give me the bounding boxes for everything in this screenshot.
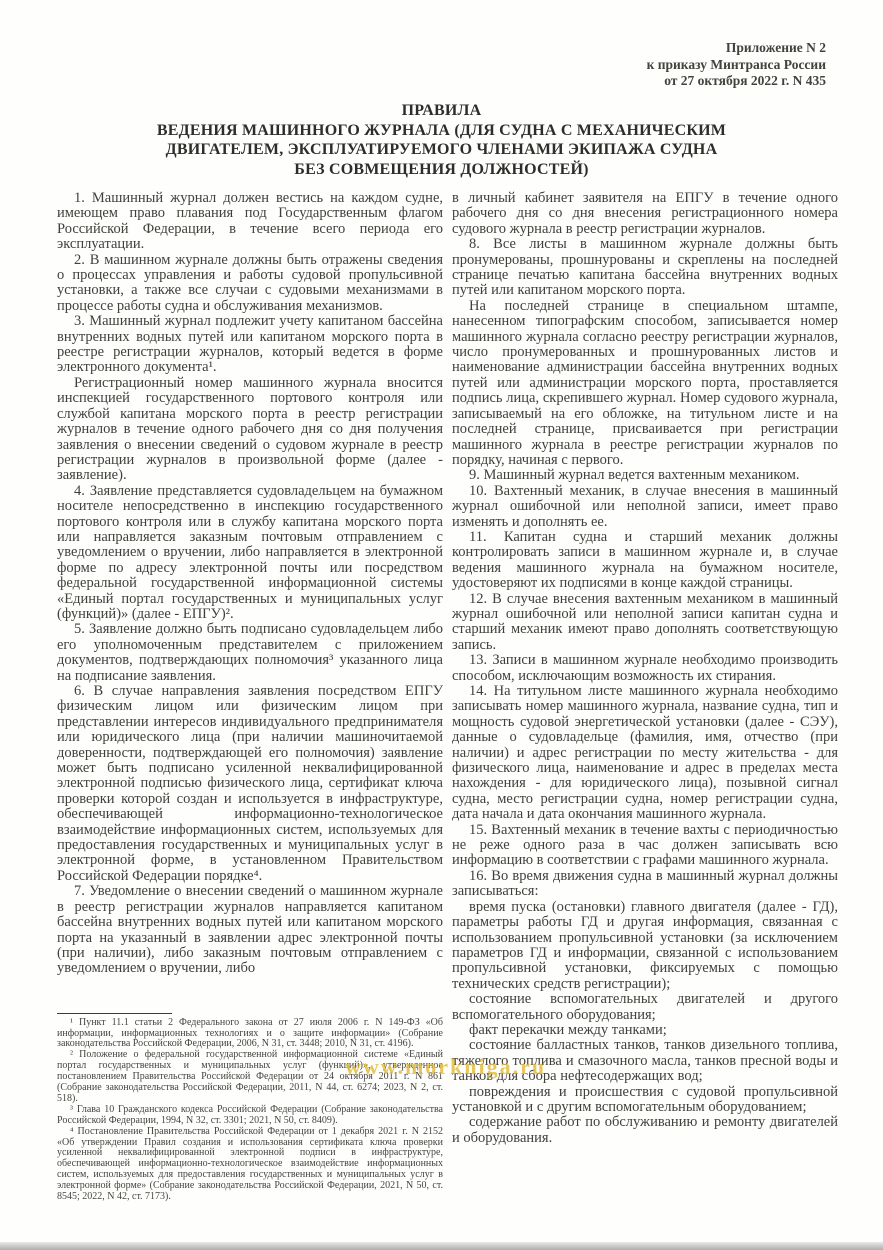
- paragraph-15: 15. Вахтенный механик в течение вахты с периодичностью не реже одного раза в час должен записывать всю информацию в соответствии с графами машинного журнала.: [452, 821, 838, 869]
- paragraph-14: 14. На титульном листе машинного журнала необходимо записывать номер машинного журнала, название судна, тип и мощность судовой энергетической установки (далее - СЭУ), данные о судовладельце (фамилия, имя, отчество (при наличии) и адрес регистрации по месту жительства - для физического лица, наименование и адрес в пределах места нахождения - для юридического лица), позывной сигнал судна, место регистрации судна, номер регистрации судна, дата начала и дата окончания машинного журнала.: [452, 683, 838, 823]
- document-title: [0, 101, 883, 179]
- paragraph-8-continued: На последней странице в специальном штампе, нанесенном типографским способом, записывается номер машинного журнала согласно реестру регистрации журналов, число пронумерованных и прошнурованных листов и наименование администрации бассейна внутренних водных путей или администрации морского порта, проставляется подпись лица, скрепившего журнал. Номер судового журнала, записываемый на его обложке, на титульном листе и на последней странице, присваивается при регистрации машинного журнала в реестре регистрации журналов по порядку, начиная с первого.: [452, 297, 838, 468]
- paragraph-5: 5. Заявление должно быть подписано судовладельцем либо его уполномоченным представителем с приложением документов, подтверждающих полномочия³ указанного лица на подписание заявления.: [57, 621, 443, 684]
- paragraph-16-item-4: состояние балластных танков, танков дизельного топлива, тяжелого топлива и смазочного масла, танков пресной воды и танков для сбора нефтесодержащих вод;: [452, 1037, 838, 1085]
- paragraph-7: 7. Уведомление о внесении сведений о машинном журнале в реестр регистрации журналов направляется капитаном бассейна внутренних водных путей или капитаном морского порта на указанный в заявлении адрес электронной почты (при наличии), либо заказным почтовым отправлением с уведомлением о вручении, либо: [57, 883, 443, 977]
- footnote-separator-rule: [57, 1013, 172, 1014]
- order-date-line: от 27 октября 2022 г. N 435: [664, 73, 826, 88]
- morkniga-watermark: www.morkniga.ru: [345, 1054, 547, 1079]
- paragraph-16-item-6: содержание работ по обслуживанию и ремонту двигателей и оборудования.: [452, 1114, 838, 1146]
- title-line: ПРАВИЛА: [401, 102, 482, 119]
- paragraph-2: 2. В машинном журнале должны быть отражены сведения о процессах управления и работы судовой пропульсивной установки, а также все случаи с судовыми механизмами в процессе работы судна и обслуживания механизмов.: [57, 251, 443, 314]
- paragraph-6: 6. В случае направления заявления посредством ЕПГУ физическим лицом или физическим лицом при представлении интересов индивидуального предпринимателя или юридического лица (при наличии машиночитаемой доверенности, подтверждающей его полномочия) заявление может быть подписано усиленной неквалифицированной электронной подписью физического лица, сертификат ключа проверки которой создан и используется в инфраструктуре, обеспечивающей информационно-технологическое взаимодействие информационных систем, используемых для предоставления государственных и муниципальных услуг в электронной форме, в установленном Правительством Российской Федерации порядке⁴.: [57, 683, 443, 884]
- order-line: к приказу Минтранса России: [646, 56, 826, 72]
- paragraph-16-item-1: время пуска (остановки) главного двигателя (далее - ГД), параметры работы ГД и другая информация, связанная с использованием пропульсивной установки (за исключением параметров ГД и информации, связанной с использованием пропульсивной установки, фиксируемых с помощью технических средств регистрации);: [452, 898, 838, 992]
- paragraph-13: 13. Записи в машинном журнале необходимо производить способом, исключающим возможность их стирания.: [452, 652, 838, 684]
- paragraph-9: 9. Машинный журнал ведется вахтенным механиком.: [469, 467, 800, 484]
- footnote-3: ³ Глава 10 Гражданского кодекса Российской Федерации (Собрание законодательства Российской Федерации, 1994, N 32, ст. 3301; 2021, N 50, ст. 8409).: [57, 1103, 443, 1126]
- footnotes-block: [57, 1013, 443, 1203]
- title-line: ВЕДЕНИЯ МАШИННОГО ЖУРНАЛА (ДЛЯ СУДНА С МЕХАНИЧЕСКИМ: [156, 121, 727, 139]
- paragraph-7-continued: в личный кабинет заявителя на ЕПГУ в течение одного рабочего дня со дня внесения регистрационного номера судового журнала в реестр регистрации журналов.: [452, 190, 838, 237]
- right-column: [452, 191, 838, 1203]
- title-line: БЕЗ СОВМЕЩЕНИЯ ДОЛЖНОСТЕЙ): [294, 160, 589, 178]
- paragraph-16-item-3: факт перекачки между танками;: [469, 1021, 667, 1038]
- paragraph-10: 10. Вахтенный механик, в случае внесения в машинный журнал ошибочной или неполной записи, имеет право изменять и дополнять ее.: [452, 482, 838, 530]
- left-column-text: [57, 191, 443, 977]
- footnote-1: ¹ Пункт 11.1 статьи 2 Федерального закона от 27 июля 2006 г. N 149-ФЗ «Об информации, информационных технологиях и о защите информации» (Собрание законодательства Российской Федерации, 2006, N 31, ст. 3448; 2010, N 31, ст. 4196).: [57, 1016, 443, 1050]
- paragraph-11: 11. Капитан судна и старший механик должны контролировать записи в машинном журнале и, в случае ведения машинного журнала на бумажном носителе, удостоверяют их подписями в конце каждой страницы.: [452, 528, 838, 592]
- paragraph-3: 3. Машинный журнал подлежит учету капитаном бассейна внутренних водных путей или капитаном морского порта в реестре регистрации журналов, который ведется в форме электронного документа¹.: [57, 313, 443, 376]
- title-line: ДВИГАТЕЛЕМ, ЭКСПЛУАТИРУЕМОГО ЧЛЕНАМИ ЭКИПАЖА СУДНА: [165, 141, 718, 158]
- footnote-4: ⁴ Постановление Правительства Российской Федерации от 1 декабря 2021 г. N 2152 «Об утверждении Правил создания и использования сертификата ключа проверки усиленной неквалифицированной электронной подписи в инфраструктуре, обеспечивающей информационно-технологическое взаимодействие информационных систем, используемых для предоставления государственных и муниципальных услуг в электронной форме» (Собрание законодательства Российской Федерации, 2021, N 50, ст. 8545; 2022, N 42, ст. 7173).: [57, 1125, 443, 1203]
- paragraph-16-item-5: повреждения и происшествия с судовой пропульсивной установкой и с другим вспомогательным оборудованием;: [452, 1083, 838, 1115]
- paragraph-12: 12. В случае внесения вахтенным механиком в машинный журнал ошибочной или неполной записи капитан судна и старший механик имеют право дополнять соответствующую запись.: [452, 590, 838, 653]
- paragraph-4: 4. Заявление представляется судовладельцем на бумажном носителе непосредственно в инспекцию государственного портового контроля или в службу капитана морского порта или направляется заказным почтовым отправлением с уведомлением о вручении, либо направляется в электронной форме по адресу электронной почты или посредством федеральной государственной информационной системы «Единый портал государственных и муниципальных услуг (функций)» (далее - ЕПГУ)².: [57, 482, 443, 622]
- left-column: [57, 191, 443, 1203]
- footnote-2: ² Положение о федеральной государственной информационной системе «Единый портал государственных и муниципальных услуг (функций)», утвержденное постановлением Правительства Российской Федерации от 24 октября 2011 г. N 861 (Собрание законодательства Российской Федерации, 2011, N 44, ст. 6274; 2023, N 2, ст. 518).: [57, 1049, 443, 1104]
- two-column-body: [57, 191, 838, 1203]
- paragraph-16: 16. Во время движения судна в машинный журнал должны записываться:: [452, 867, 838, 900]
- paragraph-1: 1. Машинный журнал должен вестись на каждом судне, имеющем право плавания под Государственным флагом Российской Федерации, в течение всего периода его эксплуатации.: [57, 190, 443, 253]
- paragraph-16-item-2: состояние вспомогательных двигателей и другого вспомогательного оборудования;: [452, 991, 838, 1023]
- appendix-reference-block: [647, 40, 826, 90]
- paragraph-3-continued: Регистрационный номер машинного журнала вносится инспекцией государственного портового контроля или службой капитана морского порта в реестр регистрации журналов в течение одного рабочего дня со дня получения заявления о внесении сведений о судовом журнале в реестр регистрации журналов в произвольной форме (далее - заявление).: [57, 374, 443, 484]
- appendix-line: Приложение N 2: [725, 40, 826, 55]
- scan-edge-shadow: [0, 1242, 883, 1250]
- paragraph-8: 8. Все листы в машинном журнале должны быть пронумерованы, прошнурованы и скреплены на последней странице печатью капитана бассейна внутренних водных путей или капитаном морского порта.: [452, 236, 838, 299]
